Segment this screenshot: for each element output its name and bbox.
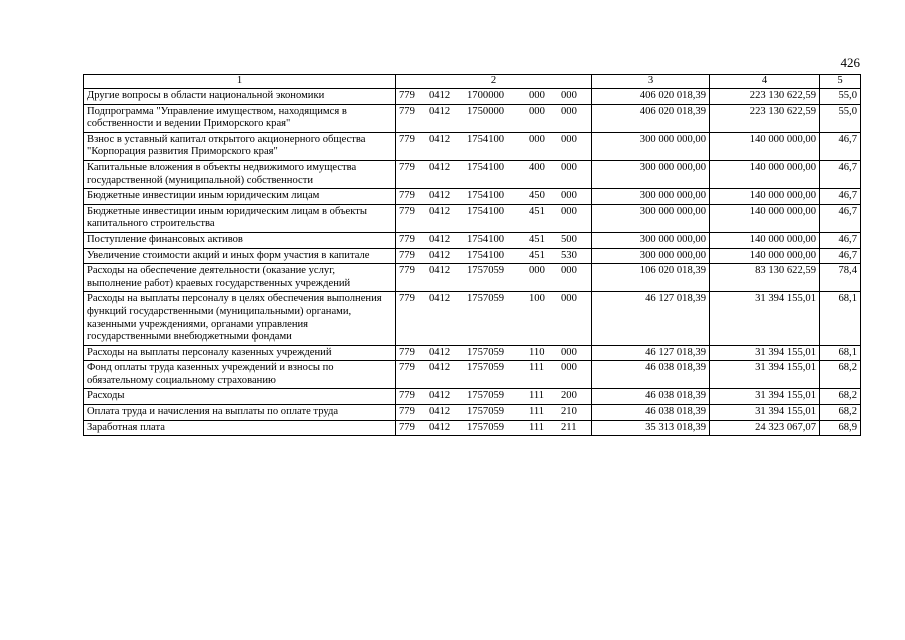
value-percent: 46,7: [820, 248, 861, 264]
value-executed: 31 394 155,01: [710, 405, 820, 421]
table-row: [84, 104, 861, 132]
value-percent: 46,7: [820, 189, 861, 205]
table-row: [84, 389, 861, 405]
code-kosgu: 000: [561, 362, 577, 374]
value-executed: 223 130 622,59: [710, 89, 820, 105]
code-ministry: 779: [399, 390, 415, 402]
code-expense-type: 451: [529, 249, 545, 261]
value-executed: 83 130 622,59: [710, 264, 820, 292]
code-kosgu: 000: [561, 205, 577, 217]
code-target: 1750000: [467, 105, 505, 117]
value-executed: 24 323 067,07: [710, 420, 820, 436]
code-kosgu: 000: [561, 90, 577, 101]
code-kosgu: 000: [561, 293, 577, 305]
value-executed: 140 000 000,00: [710, 248, 820, 264]
row-description: Бюджетные инвестиции иным юридическим лицам в объекты капитального строительства: [84, 204, 396, 232]
row-description: Увеличение стоимости акций и иных форм участия в капитале: [84, 248, 396, 264]
value-percent: 55,0: [820, 89, 861, 105]
code-target: 1757059: [467, 421, 505, 433]
code-expense-type: 400: [529, 161, 545, 173]
code-target: 1754100: [467, 249, 505, 261]
code-section: 0412: [429, 190, 451, 202]
value-percent: 68,2: [820, 361, 861, 389]
row-codes: [396, 361, 592, 389]
row-description: Фонд оплаты труда казенных учреждений и взносы по обязательному социальному страхованию: [84, 361, 396, 389]
value-planned: 300 000 000,00: [592, 232, 710, 248]
value-executed: 31 394 155,01: [710, 345, 820, 361]
code-expense-type: 111: [529, 406, 545, 418]
value-executed: 140 000 000,00: [710, 189, 820, 205]
value-executed: 31 394 155,01: [710, 361, 820, 389]
code-expense-type: 000: [529, 133, 545, 145]
code-section: 0412: [429, 105, 451, 117]
value-percent: 46,7: [820, 160, 861, 188]
row-codes: [396, 160, 592, 188]
code-target: 1754100: [467, 133, 505, 145]
code-target: 1757059: [467, 362, 505, 374]
row-description: Заработная плата: [84, 420, 396, 436]
code-expense-type: 111: [529, 362, 545, 374]
row-description: Поступление финансовых активов: [84, 232, 396, 248]
table-row: [84, 132, 861, 160]
row-description: Расходы на обеспечение деятельности (оказание услуг, выполнение работ) краевых государственных учреждений: [84, 264, 396, 292]
value-planned: 406 020 018,39: [592, 89, 710, 105]
code-ministry: 779: [399, 90, 415, 101]
row-codes: [396, 89, 592, 105]
value-planned: 300 000 000,00: [592, 204, 710, 232]
code-target: 1757059: [467, 265, 505, 277]
row-codes: [396, 132, 592, 160]
value-planned: 406 020 018,39: [592, 104, 710, 132]
value-executed: 223 130 622,59: [710, 104, 820, 132]
row-codes: [396, 389, 592, 405]
code-ministry: 779: [399, 293, 415, 305]
row-description: Другие вопросы в области национальной экономики: [84, 89, 396, 105]
table-row: [84, 89, 861, 105]
code-expense-type: 100: [529, 293, 545, 305]
value-planned: 46 127 018,39: [592, 292, 710, 345]
header-cell-4: 4: [710, 75, 820, 89]
table-row: [84, 232, 861, 248]
code-section: 0412: [429, 421, 451, 433]
code-section: 0412: [429, 90, 451, 101]
code-target: 1757059: [467, 406, 505, 418]
code-section: 0412: [429, 406, 451, 418]
code-kosgu: 200: [561, 390, 577, 402]
code-ministry: 779: [399, 233, 415, 245]
row-codes: [396, 204, 592, 232]
value-planned: 35 313 018,39: [592, 420, 710, 436]
code-ministry: 779: [399, 421, 415, 433]
row-description: Расходы на выплаты персоналу казенных учреждений: [84, 345, 396, 361]
table-row: [84, 189, 861, 205]
value-planned: 300 000 000,00: [592, 160, 710, 188]
value-planned: 300 000 000,00: [592, 248, 710, 264]
budget-table-body: [84, 75, 861, 436]
table-row: [84, 264, 861, 292]
code-kosgu: 000: [561, 105, 577, 117]
code-target: 1757059: [467, 390, 505, 402]
code-expense-type: 111: [529, 390, 545, 402]
code-target: 1757059: [467, 346, 505, 358]
row-codes: [396, 232, 592, 248]
value-percent: 55,0: [820, 104, 861, 132]
row-codes: [396, 420, 592, 436]
table-row: [84, 420, 861, 436]
code-ministry: 779: [399, 133, 415, 145]
row-description: Подпрограмма "Управление имуществом, находящимся в собственности и ведении Приморского края": [84, 104, 396, 132]
value-executed: 140 000 000,00: [710, 232, 820, 248]
table-row: [84, 160, 861, 188]
code-ministry: 779: [399, 190, 415, 202]
value-percent: 46,7: [820, 232, 861, 248]
header-cell-2: 2: [396, 75, 592, 89]
row-codes: [396, 345, 592, 361]
value-percent: 68,9: [820, 420, 861, 436]
code-target: 1754100: [467, 161, 505, 173]
code-ministry: 779: [399, 362, 415, 374]
code-section: 0412: [429, 249, 451, 261]
row-description: Расходы на выплаты персоналу в целях обеспечения выполнения функций государственными (муниципальными) органами, казенными учреждениями, органами управления государственными внебюджетными фондами: [84, 292, 396, 345]
code-section: 0412: [429, 346, 451, 358]
code-section: 0412: [429, 233, 451, 245]
code-section: 0412: [429, 133, 451, 145]
code-expense-type: 110: [529, 346, 545, 358]
code-kosgu: 211: [561, 421, 577, 433]
code-ministry: 779: [399, 406, 415, 418]
code-section: 0412: [429, 293, 451, 305]
value-planned: 46 038 018,39: [592, 389, 710, 405]
value-percent: 68,2: [820, 389, 861, 405]
code-section: 0412: [429, 161, 451, 173]
value-percent: 78,4: [820, 264, 861, 292]
row-codes: [396, 189, 592, 205]
code-expense-type: 451: [529, 233, 545, 245]
code-kosgu: 210: [561, 406, 577, 418]
row-codes: [396, 405, 592, 421]
code-expense-type: 000: [529, 90, 545, 101]
row-codes: [396, 292, 592, 345]
value-executed: 140 000 000,00: [710, 132, 820, 160]
value-executed: 140 000 000,00: [710, 204, 820, 232]
code-kosgu: 500: [561, 233, 577, 245]
value-planned: 46 038 018,39: [592, 405, 710, 421]
value-percent: 68,1: [820, 345, 861, 361]
code-target: 1700000: [467, 90, 505, 101]
code-ministry: 779: [399, 249, 415, 261]
code-ministry: 779: [399, 205, 415, 217]
value-executed: 140 000 000,00: [710, 160, 820, 188]
value-planned: 46 038 018,39: [592, 361, 710, 389]
code-expense-type: 000: [529, 265, 545, 277]
code-target: 1754100: [467, 233, 505, 245]
code-kosgu: 000: [561, 133, 577, 145]
code-expense-type: 451: [529, 205, 545, 217]
value-planned: 300 000 000,00: [592, 189, 710, 205]
header-cell-1: 1: [84, 75, 396, 89]
code-ministry: 779: [399, 346, 415, 358]
code-kosgu: 000: [561, 346, 577, 358]
code-section: 0412: [429, 265, 451, 277]
budget-table: [83, 74, 861, 436]
row-codes: [396, 104, 592, 132]
code-expense-type: 000: [529, 105, 545, 117]
table-row: [84, 248, 861, 264]
row-description: Бюджетные инвестиции иным юридическим лицам: [84, 189, 396, 205]
value-percent: 68,2: [820, 405, 861, 421]
row-codes: [396, 248, 592, 264]
code-section: 0412: [429, 205, 451, 217]
header-cell-5: 5: [820, 75, 861, 89]
value-executed: 31 394 155,01: [710, 292, 820, 345]
value-planned: 300 000 000,00: [592, 132, 710, 160]
value-percent: 68,1: [820, 292, 861, 345]
code-ministry: 779: [399, 265, 415, 277]
code-expense-type: 111: [529, 421, 545, 433]
row-description: Капитальные вложения в объекты недвижимого имущества государственной (муниципальной) собственности: [84, 160, 396, 188]
row-codes: [396, 264, 592, 292]
table-row: [84, 204, 861, 232]
code-kosgu: 530: [561, 249, 577, 261]
code-kosgu: 000: [561, 265, 577, 277]
code-ministry: 779: [399, 105, 415, 117]
value-planned: 46 127 018,39: [592, 345, 710, 361]
code-kosgu: 000: [561, 161, 577, 173]
code-ministry: 779: [399, 161, 415, 173]
value-percent: 46,7: [820, 204, 861, 232]
table-row: [84, 345, 861, 361]
table-header-row: [84, 75, 861, 89]
table-row: [84, 292, 861, 345]
table-row: [84, 361, 861, 389]
table-row: [84, 405, 861, 421]
page-number: 426: [840, 55, 860, 70]
code-section: 0412: [429, 362, 451, 374]
value-executed: 31 394 155,01: [710, 389, 820, 405]
code-target: 1757059: [467, 293, 505, 305]
code-target: 1754100: [467, 190, 505, 202]
row-description: Расходы: [84, 389, 396, 405]
code-section: 0412: [429, 390, 451, 402]
row-description: Взнос в уставный капитал открытого акционерного общества "Корпорация развития Приморского края": [84, 132, 396, 160]
row-description: Оплата труда и начисления на выплаты по оплате труда: [84, 405, 396, 421]
code-expense-type: 450: [529, 190, 545, 202]
value-planned: 106 020 018,39: [592, 264, 710, 292]
code-kosgu: 000: [561, 190, 577, 202]
header-cell-3: 3: [592, 75, 710, 89]
value-percent: 46,7: [820, 132, 861, 160]
code-target: 1754100: [467, 205, 505, 217]
